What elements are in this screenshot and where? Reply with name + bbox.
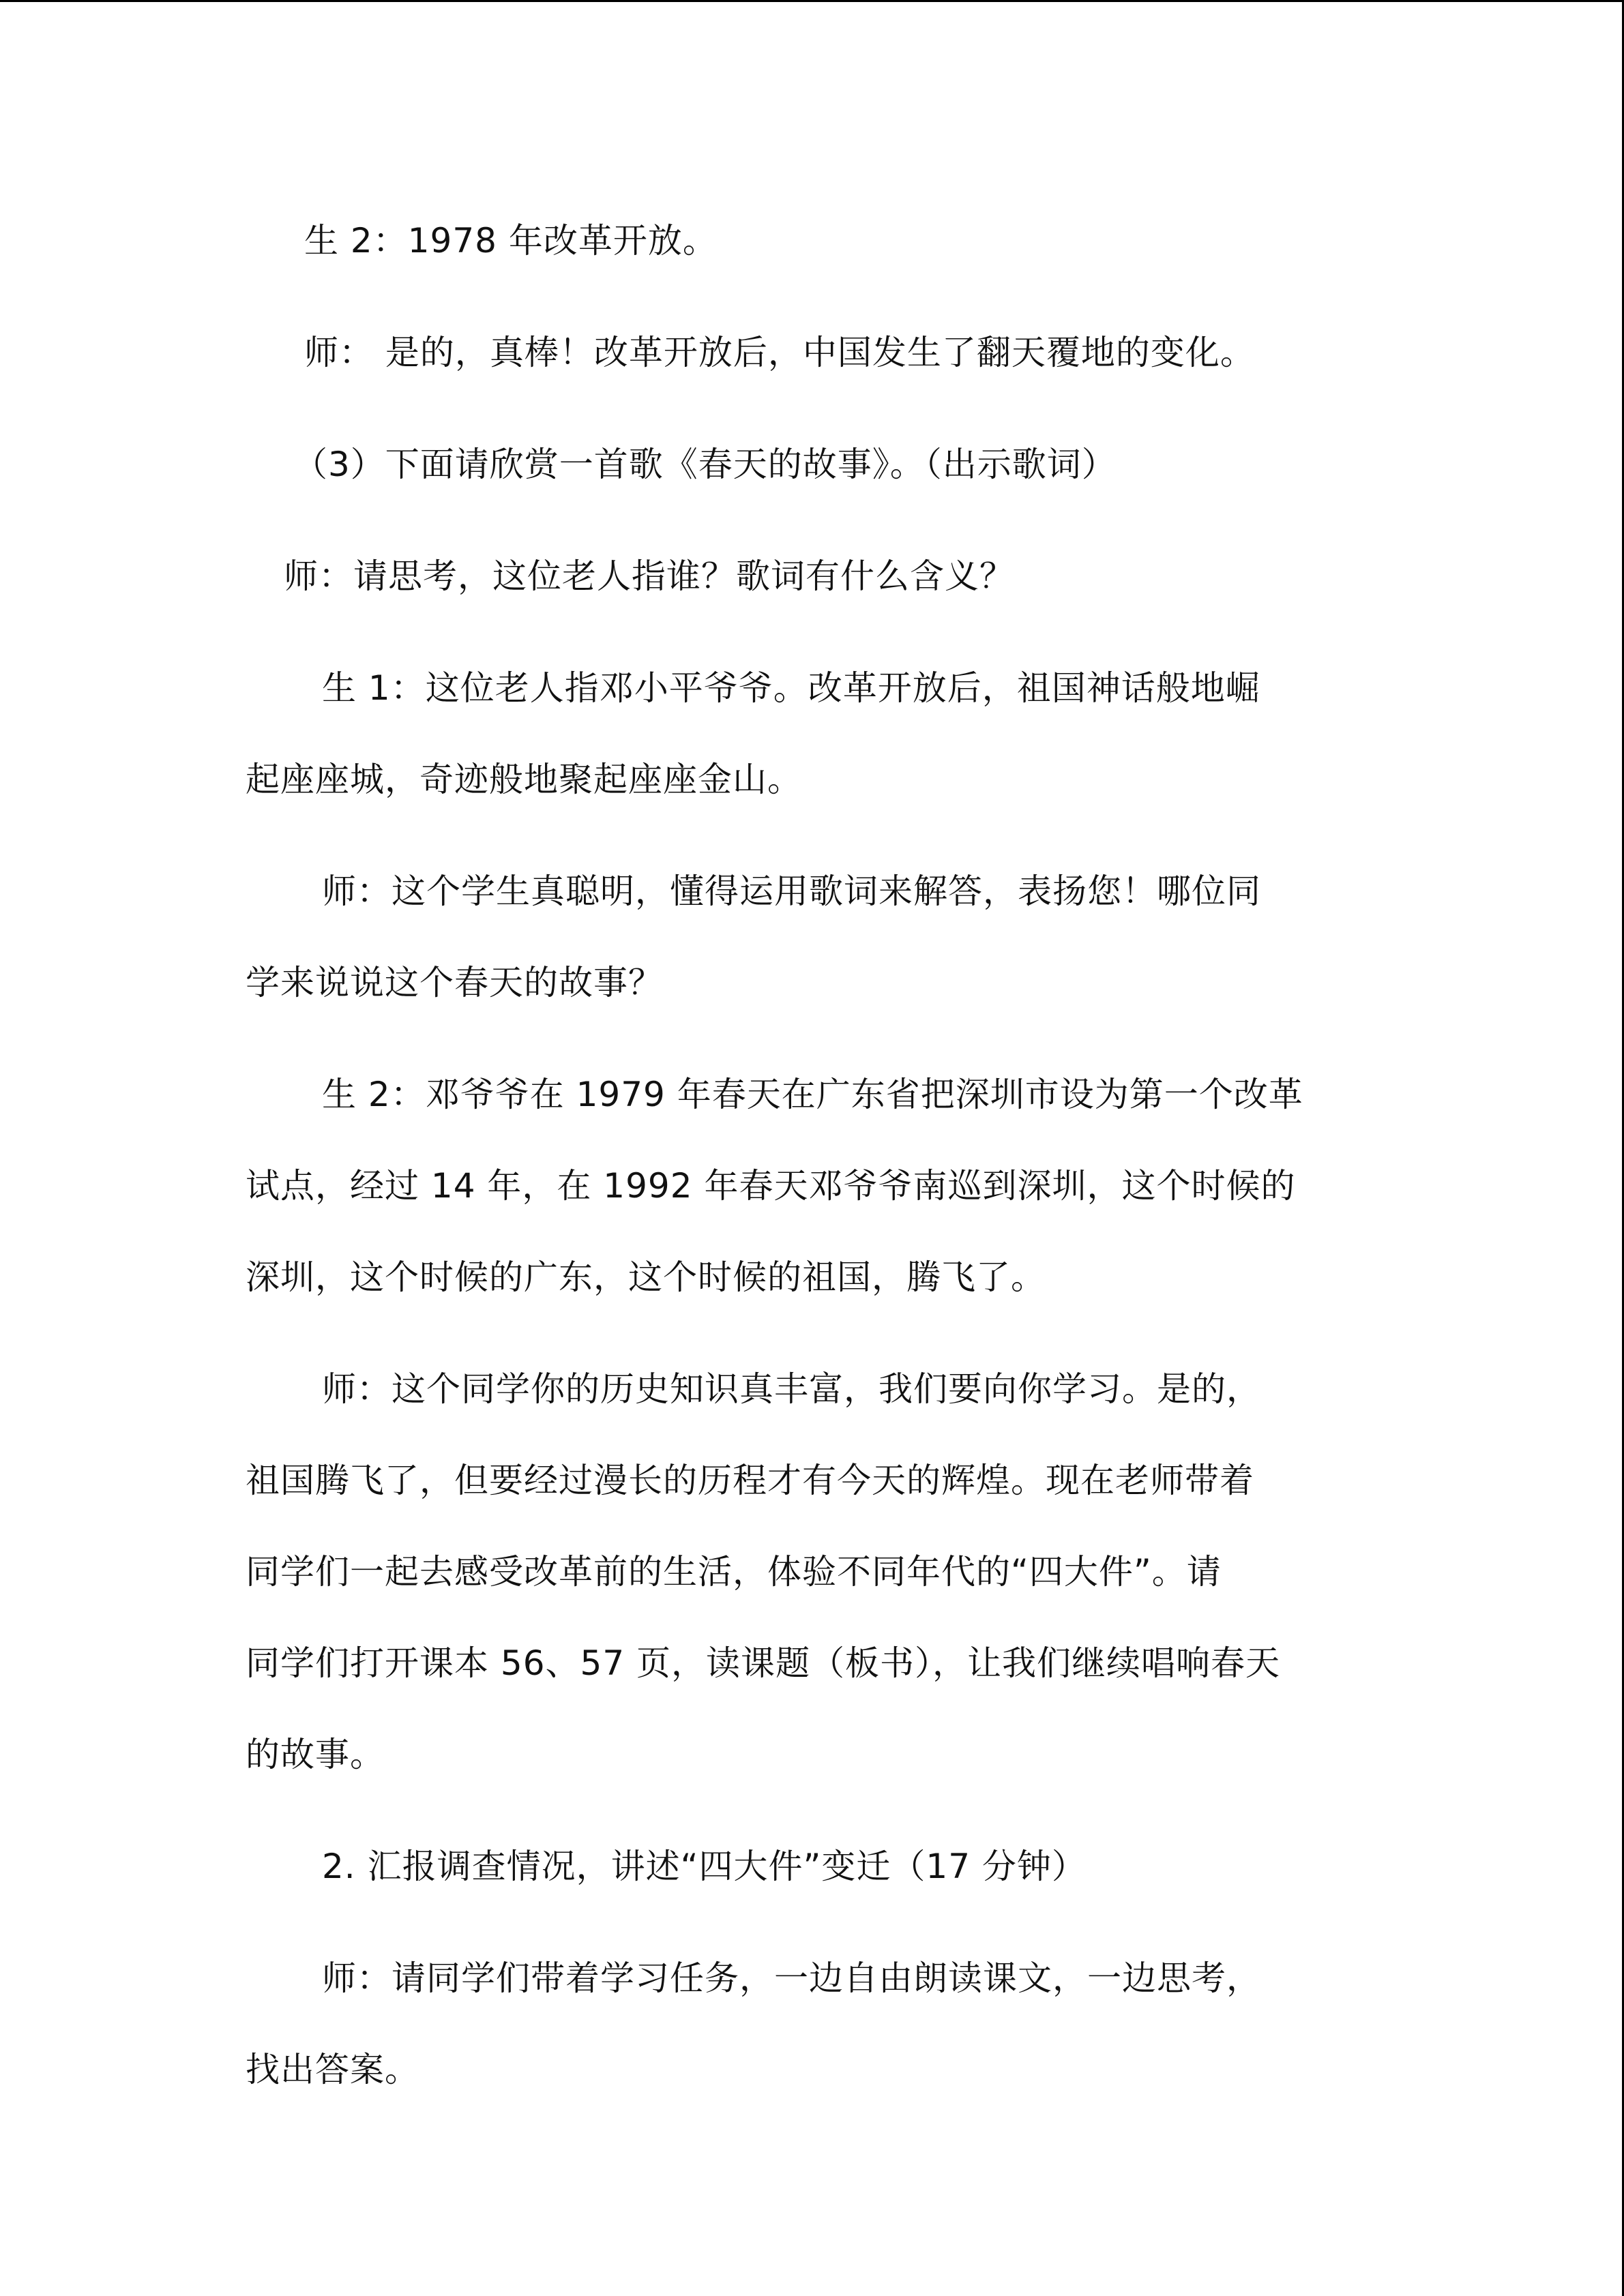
paragraph-line: 生 2：1978 年改革开放。 [304, 221, 718, 260]
paragraph-line: 师：请同学们带着学习任务，一边自由朗读课文，一边思考， [322, 1958, 1261, 1998]
section-heading: 2. 汇报调查情况，讲述“四大件”变迁（17 分钟） [322, 1847, 1087, 1886]
paragraph-line: 同学们打开课本 56、57 页，读课题（板书），让我们继续唱响春天 [246, 1643, 1281, 1683]
paragraph-line: （3）下面请欣赏一首歌《春天的故事》。（出示歌词） [293, 445, 1117, 484]
paragraph-line: 生 1：这位老人指邓小平爷爷。改革开放后，祖国神话般地崛 [322, 668, 1260, 708]
paragraph-line: 的故事。 [246, 1735, 385, 1774]
paragraph-line: 学来说说这个春天的故事？ [246, 963, 663, 1002]
paragraph-line: 师： 是的，真棒！改革开放后，中国发生了翻天覆地的变化。 [304, 333, 1255, 372]
paragraph-line: 试点，经过 14 年，在 1992 年春天邓爷爷南巡到深圳，这个时候的 [246, 1166, 1296, 1206]
paragraph-line: 祖国腾飞了，但要经过漫长的历程才有今天的辉煌。现在老师带着 [246, 1461, 1254, 1500]
paragraph-line: 师：这个同学你的历史知识真丰富，我们要向你学习。是的， [322, 1369, 1261, 1409]
paragraph-line: 生 2：邓爷爷在 1979 年春天在广东省把深圳市设为第一个改革 [322, 1075, 1303, 1114]
paragraph-line: 师：请思考，这位老人指谁？歌词有什么含义？ [284, 556, 1014, 596]
paragraph-line: 同学们一起去感受改革前的生活，体验不同年代的“四大件”。请 [246, 1552, 1222, 1592]
paragraph-line: 起座座城，奇迹般地聚起座座金山。 [246, 760, 802, 799]
paragraph-line: 师：这个学生真聪明，懂得运用歌词来解答，表扬您！哪位同 [322, 871, 1261, 911]
paragraph-line: 深圳，这个时候的广东，这个时候的祖国，腾飞了。 [246, 1257, 1046, 1297]
paragraph-line: 找出答案。 [246, 2050, 419, 2089]
